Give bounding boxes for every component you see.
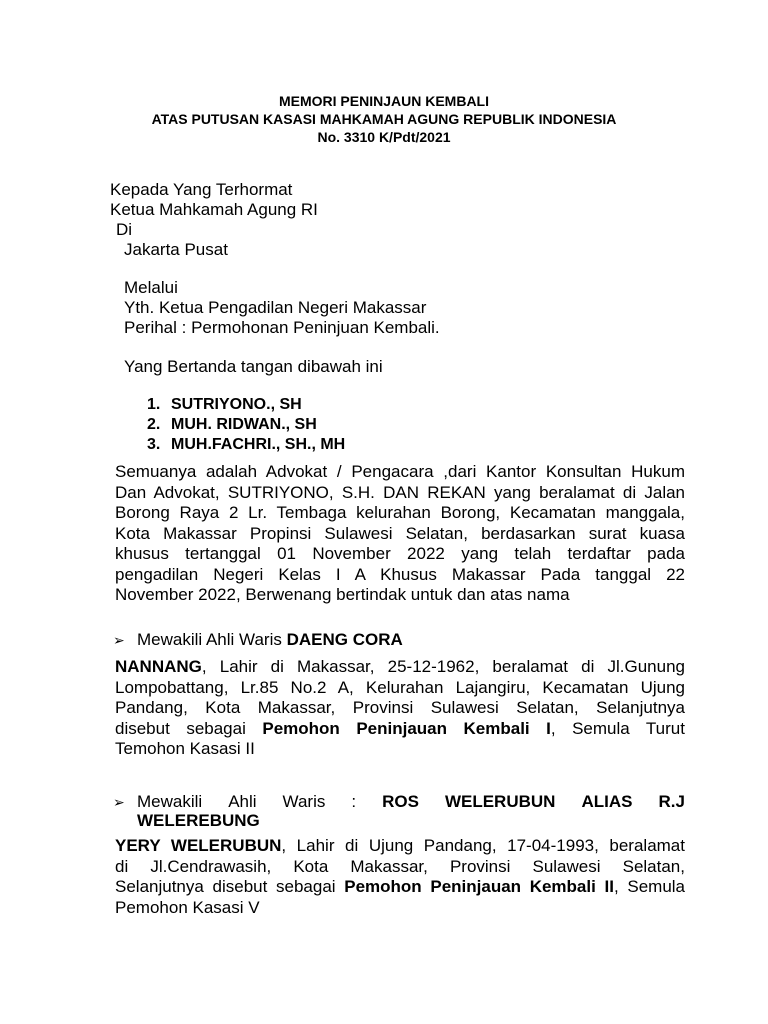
arrow-bullet-icon: ➢ [113, 794, 125, 810]
rep2-paragraph: YERY WELERUBUN, Lahir di Ujung Pandang, 17-04-1993, beralamat di Jl.Cendrawasih, Kota Makassar, Provinsi Sulawesi Selatan, Selanjutnya disebut sebagai Pemohon Peninjauan Kembali II, Semula Pemohon Kasasi V [115, 836, 686, 917]
recipient-line: Yth. Ketua Pengadilan Negeri Makassar [124, 298, 427, 317]
advocate-paragraph: Semuanya adalah Advokat / Pengacara ,dari Kantor Konsultan Hukum Dan Advokat, SUTRIYONO, S.H. DAN REKAN yang beralamat di Jalan Borong Raya 2 Lr. Tembaga kelurahan Borong, Kecamatan manggala, Kota Makassar Propinsi Sulawesi Selatan, berdasarkan surat kuasa khusus tertanggal 01 November 2022 yang telah terdaftar pada pengadilan Negeri Kelas I A Khusus Makassar Pada tanggal 22 November 2022, Berwenang bertindak untuk dan atas nama [115, 462, 685, 604]
via-label: Melalui [124, 278, 178, 297]
rep1-paragraph: NANNANG, Lahir di Makassar, 25-12-1962, beralamat di Jl.Gunung Lompobattang, Lr.85 No.2 A, Kelurahan Lajangiru, Kecamatan Ujung Pandang, Kota Makassar, Provinsi Sulawesi Selatan, Selanjutnya disebut sebagai Pemohon Peninjauan Kembali I, Semula Turut Temohon Kasasi II [115, 657, 685, 758]
subject-line: Perihal : Permohonan Peninjuan Kembali. [124, 318, 440, 337]
signed-statement: Yang Bertanda tangan dibawah ini [124, 357, 383, 376]
signatory-2: 2. MUH. RIDWAN., SH [147, 416, 317, 433]
signatory-1: 1. SUTRIYONO., SH [147, 396, 302, 413]
doc-subtitle: ATAS PUTUSAN KASASI MAHKAMAH AGUNG REPUBLIK INDONESIA [151, 111, 617, 127]
address-line-2: Ketua Mahkamah Agung RI [110, 200, 318, 219]
rep2-heading: Mewakili Ahli Waris : ROS WELERUBUN ALIAS R.J [137, 792, 685, 811]
address-line-4: Jakarta Pusat [124, 240, 228, 259]
rep2-heading-cont: WELEREBUNG [137, 811, 260, 830]
arrow-bullet-icon: ➢ [113, 632, 125, 648]
signatory-3: 3. MUH.FACHRI., SH., MH [147, 436, 346, 453]
rep1-heading: Mewakili Ahli Waris DAENG CORA [137, 630, 403, 649]
address-line-1: Kepada Yang Terhormat [110, 180, 293, 199]
case-number: No. 3310 K/Pdt/2021 [317, 129, 451, 145]
address-line-3: Di [116, 220, 133, 239]
doc-title: MEMORI PENINJAUN KEMBALI [278, 93, 489, 109]
